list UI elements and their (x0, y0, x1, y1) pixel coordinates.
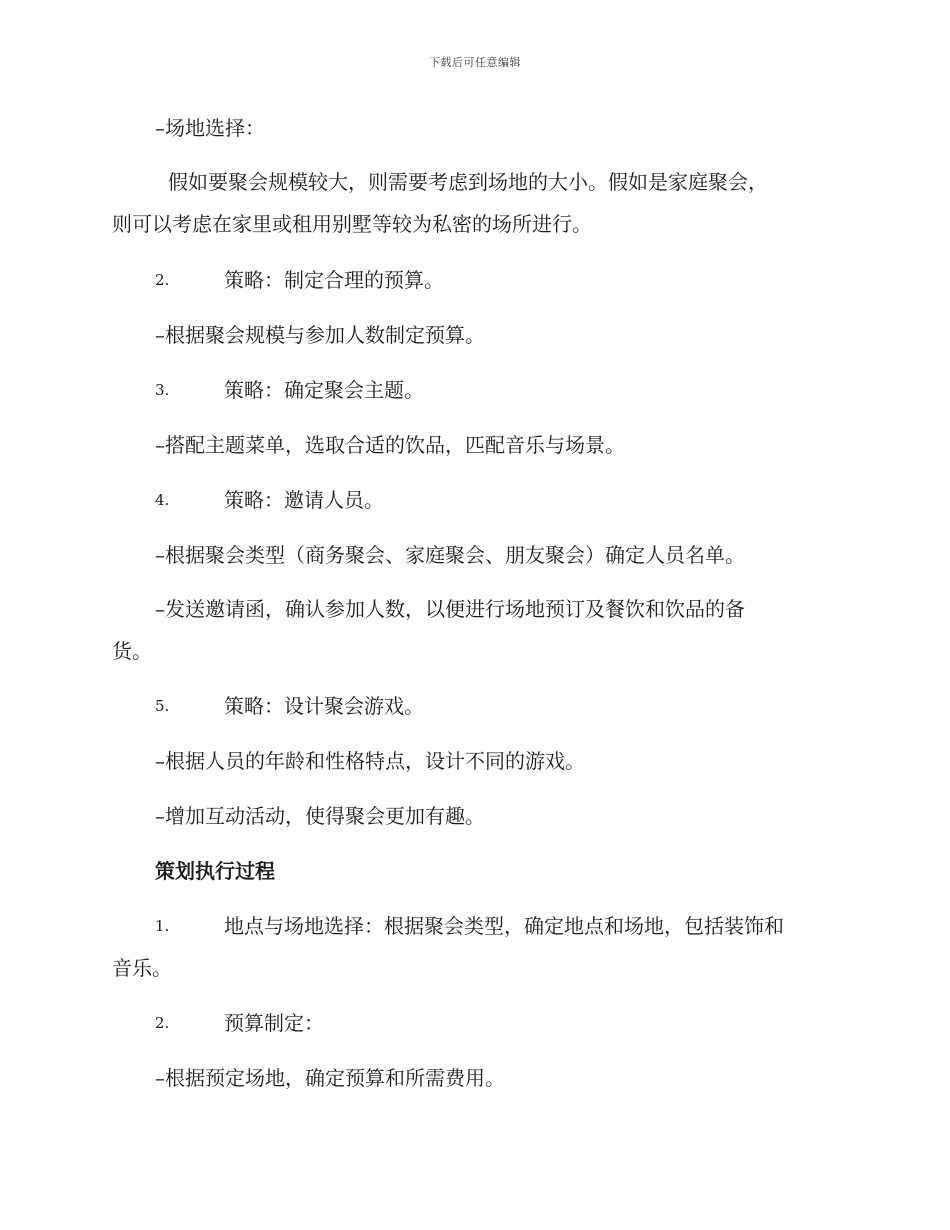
list-number: 5. (155, 697, 170, 715)
strategy-item: 策略：设计聚会游戏。 (224, 694, 424, 718)
strategy-item: 策略：制定合理的预算。 (224, 268, 444, 292)
list-number: 2. (155, 1014, 170, 1032)
bullet-line: –增加互动活动，使得聚会更加有趣。 (155, 804, 485, 828)
strategy-item: 策略：邀请人员。 (224, 488, 384, 512)
section-heading: 策划执行过程 (155, 859, 275, 883)
list-number: 1. (155, 917, 170, 935)
paragraph-line: 则可以考虑在家里或租用别墅等较为私密的场所进行。 (112, 212, 592, 236)
bullet-line: –根据聚会规模与参加人数制定预算。 (155, 323, 485, 347)
strategy-item: 策略：确定聚会主题。 (224, 378, 424, 402)
bullet-line: –发送邀请函，确认参加人数，以便进行场地预订及餐饮和饮品的备 (155, 597, 745, 621)
venue-selection-label: –场地选择： (155, 116, 265, 140)
page-header: 下载后可任意编辑 (429, 56, 521, 69)
bullet-line: –根据人员的年龄和性格特点，设计不同的游戏。 (155, 749, 585, 773)
bullet-line: –搭配主题菜单，选取合适的饮品，匹配音乐与场景。 (155, 433, 625, 457)
list-number: 2. (155, 271, 170, 289)
bullet-line: –根据预定场地，确定预算和所需费用。 (155, 1066, 505, 1090)
execution-item-continuation: 音乐。 (112, 956, 172, 980)
bullet-line-continuation: 货。 (112, 639, 152, 663)
execution-item: 预算制定： (224, 1011, 324, 1035)
paragraph-line: 假如要聚会规模较大，则需要考虑到场地的大小。假如是家庭聚会， (168, 170, 768, 194)
list-number: 3. (155, 381, 170, 399)
execution-item: 地点与场地选择：根据聚会类型，确定地点和场地，包括装饰和 (224, 914, 784, 938)
bullet-line: –根据聚会类型（商务聚会、家庭聚会、朋友聚会）确定人员名单。 (155, 543, 745, 567)
list-number: 4. (155, 491, 170, 509)
